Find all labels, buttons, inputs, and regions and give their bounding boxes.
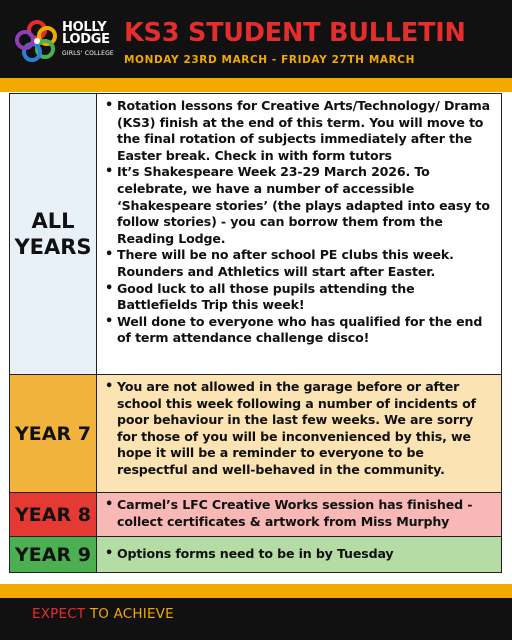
section-label: YEAR 9 [10,537,97,572]
footer-slogan [32,606,174,622]
page-title: KS3 STUDENT BULLETIN [124,18,466,48]
notice-item: • Carmel’s LFC Creative Works session has finished - collect certificates & artwork from Miss Murphy [103,497,493,530]
section-content [97,493,501,536]
notice-list [103,497,493,530]
date-range: MONDAY 23RD MARCH - FRIDAY 27TH MARCH [124,54,415,66]
bulletin-header [0,0,512,76]
slogan-highlight: EXPECT [32,606,86,622]
notice-list [103,546,393,563]
notice-item: • You are not allowed in the garage before or after school this week following a number of incidents of poor behaviour in the last few weeks. We are sorry for those of you will be inconvenienced by this, we hope it will be a reminder to everyone to be respectful and well-behaved in the community. [103,379,493,479]
notice-list [103,379,493,479]
rainbow-flower-logo-icon [14,18,60,64]
section-label: YEAR 7 [10,375,97,492]
section-year-9 [10,536,501,572]
notice-item: • Options forms need to be in by Tuesday [103,546,393,563]
logo-line-1: HOLLY [62,20,107,35]
section-content [97,537,501,572]
label-line-1: ALL [31,209,75,233]
section-all-years [10,94,501,374]
logo-line-2: LODGE [62,32,110,47]
notice-item: • Rotation lessons for Creative Arts/Technology/ Drama (KS3) finish at the end of this term. You will move to the final rotation of subjects immediately after the Easter break. Check in with form tutors [103,98,493,164]
logo-subtext: GIRLS' COLLEGE [62,50,114,57]
bottom-accent-stripe [0,584,512,598]
slogan-rest: TO ACHIEVE [85,606,174,622]
notice-item: • Well done to everyone who has qualified for the end of term attendance challenge disco! [103,314,493,347]
section-content [97,375,501,492]
label-line-2: YEARS [14,235,92,259]
notice-item: • There will be no after school PE clubs this week. Rounders and Athletics will start after Easter. [103,247,493,280]
top-accent-stripe [0,78,512,92]
section-content [97,94,501,374]
notice-list [103,98,493,347]
section-year-8 [10,492,501,536]
notice-item: • Good luck to all those pupils attending the Battlefields Trip this week! [103,281,493,314]
section-label [10,94,97,374]
section-label: YEAR 8 [10,493,97,536]
logo-wordmark [62,22,110,46]
notice-item: • It’s Shakespeare Week 23-29 March 2026. To celebrate, we have a number of accessible ‘Shakespeare stories’ (the plays adapted into easy to follow stories) - you can borrow them from the Reading Lodge. [103,164,493,247]
section-year-7 [10,374,501,492]
bulletin-table [9,93,502,573]
